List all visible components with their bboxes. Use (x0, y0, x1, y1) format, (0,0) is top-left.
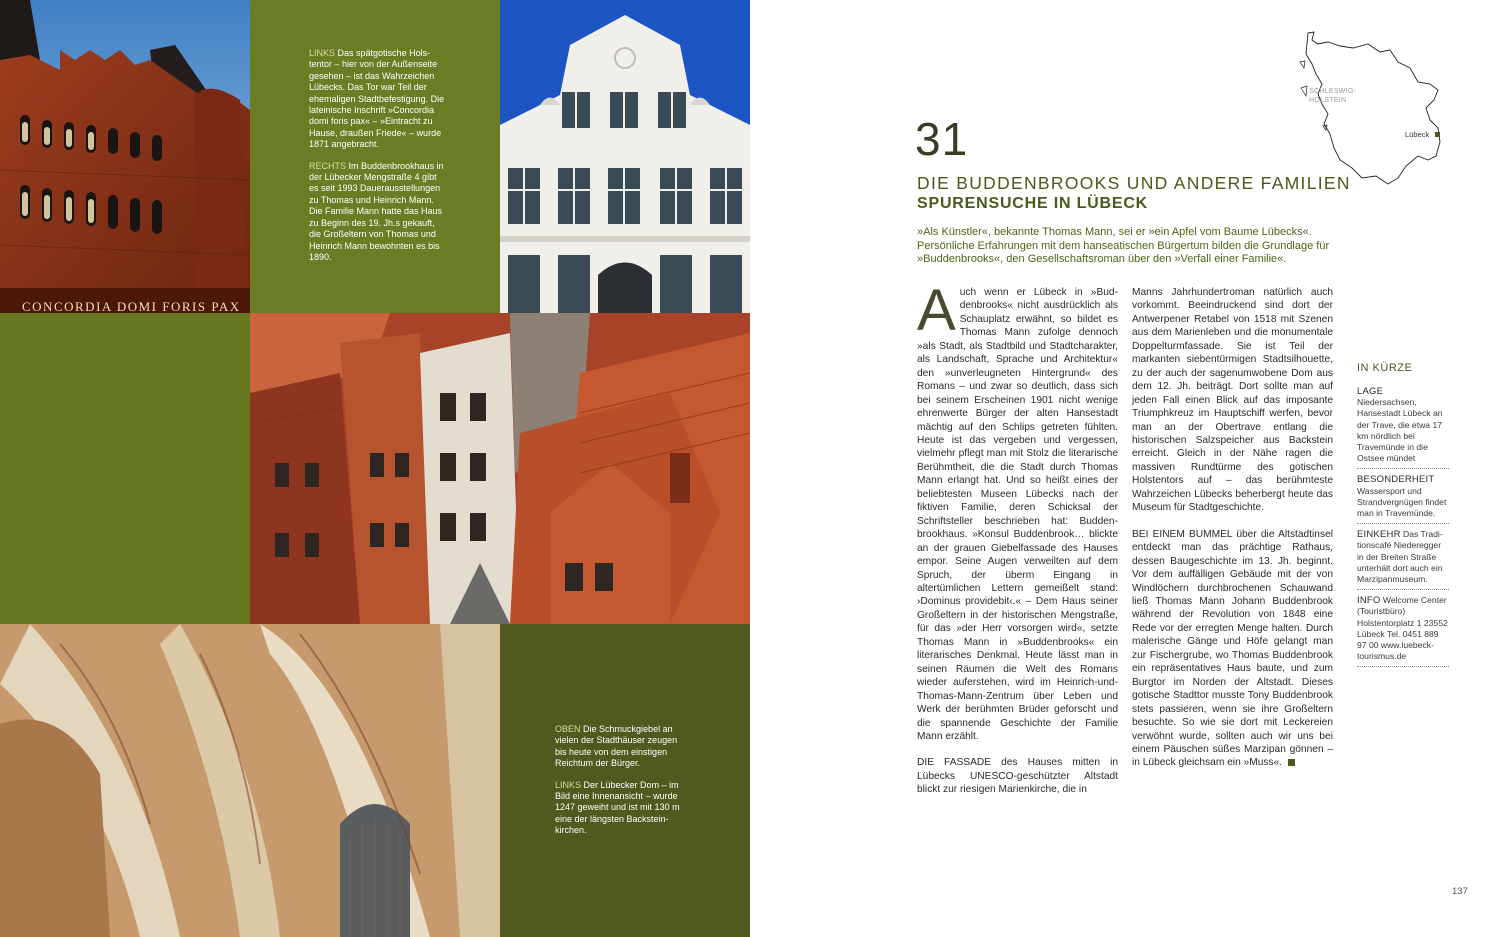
info-sidebar (1357, 362, 1449, 672)
chapter-title: DIE BUDDENBROOKS UND ANDERE FAMILIEN (917, 173, 1351, 193)
body-column-2 (1132, 286, 1333, 783)
end-mark-icon (1288, 759, 1295, 766)
sidebar-heading: IN KÜRZE (1357, 362, 1413, 374)
caption-bottom (555, 724, 690, 847)
body-column-1 (917, 278, 1118, 810)
inscription-text: CONCORDIA DOMI FORIS PAX (22, 299, 241, 313)
body-paragraph: Auch wenn er Lübeck in »Buddenbrooks« nicht ausdrücklich als Schauplatz erwähnt, so bildet es Thomas Mann zufolge dennoch »als Stadt, als Stadtbild und Stadtcharakter, als Landschaft, Sprache und Architektur« den »unverleugneten Hintergrund« des Romans – und zwar so deutlich, dass sich bei seinem Erscheinen 1901 nicht wenige ehrenwerte Bürger der alten Hansestadt mächtig auf den Schlips getreten fühlten. Heute ist das vergeben und vergessen, vielmehr pflegt man mit Stolz die literarische Berühmtheit, die die Stadt durch Thomas Mann erlangt hat. Und so heißt eines der beliebtesten Museen Lübecks nach der fiktiven Familie, deren Schicksal der Schriftsteller beschrieben hat: Buddenbrookhaus. »Konsul Buddenbrook… blickte an der grauen Giebelfassade des Hauses empor. Seine Augen verweilten auf dem Spruch, der überm Eingang in altertümlichen Lettern gemeißelt stand: ›Dominus providebit‹.« – Dem Haus seiner Großeltern in der historischen Mengstraße, für das »der Herr vorsorgen wird«, setzte Thomas Mann in »Buddenbrooks« ein literarisches Denkmal. Heute lässt man in seinen Räumen die Welt des Romans wieder auferstehen, wird im Heinrich-und-Thomas-Mann-Zentrum über Leben und Werk der berühmten Brüder geforscht und die spannende Geschichte der Familie Mann erzählt. (917, 278, 1118, 742)
sidebar-lage: LAGE Niedersachsen, Hansestadt Lübeck an der Trave, die etwa 17 km nördlich bei Travemünde in die Ostsee mündet (1357, 386, 1449, 469)
body-paragraph: DIE FASSADE des Hauses mitten in Lübecks UNESCO-geschützter Altstadt blickt zur riesigen Marienkirche, die in (917, 757, 1118, 796)
chapter-subtitle: SPURENSUCHE IN LÜBECK (917, 195, 1149, 212)
page-number: 137 (1452, 886, 1468, 897)
caption-top (309, 48, 447, 273)
schleswig-holstein-map-icon (1298, 28, 1488, 193)
sidebar-einkehr: EINKEHR Das Traditionscafé Niederegger in der Breiten Straße unterhält dort auch ein Marzipanmuseum. (1357, 529, 1449, 590)
body-paragraph: BEI EINEM BUMMEL über die Altstadtinsel entdeckt man das prächtige Rathaus, dessen Baugeschichte im 13. Jh. beginnt. Vor dem auffälligen Gebäude mit der von Windlöchern durchbrochenen Schauwand ließ Thomas Mann Johann Buddenbrook während der Revolution von 1848 eine Rede vor der erregten Menge halten. Durch malerische Gänge und Höfe gelangt man zur Fischergrube, wo Thomas Buddenbrook ein repräsentatives Haus baute, und zum Burgtor im Norden der Altstadt. Dieses gotische Stadttor musste Tony Buddenbrook stets passieren, wenn sie ihre Großeltern besuchte. So wie sie dort mit Leckereien verwöhnt wurde, sollten auch wir uns bei einem Päuschen süßes Marzipan gönnen – in Lübeck gleichsam ein »Muss«. (1132, 528, 1333, 769)
right-page (750, 0, 1500, 937)
lead-paragraph: »Als Künstler«, bekannte Thomas Mann, sei er »ein Apfel vom Baume Lübecks«. Persönliche Erfahrungen mit dem hanseatischen Bürgertum bilden die Grundlage für »Buddenbrooks«, den Gesellschaftsroman über den »Verfall einer Familie«. (917, 226, 1330, 266)
chapter-number: 31 (915, 113, 969, 165)
rooftops-photo (250, 313, 750, 624)
drop-cap: A (917, 278, 956, 343)
buddenbrookhaus-photo (500, 0, 750, 313)
caption-links-bottom: LINKS Der Lübecker Dom – im Bild eine Innenansicht – wurde 1247 geweiht und ist mit 130 m eine der längsten Backsteinkirchen. (555, 779, 680, 836)
caption-oben: OBEN Die Schmuckgiebel an vielen der Stadthäuser zeugen bis heute von dem einstigen Reichtum der Bürger. (555, 724, 678, 769)
map-city-label: Lübeck (1405, 130, 1430, 139)
sidebar-info: INFO Welcome Center (Touristbüro) Holstentorplatz 1 23552 Lübeck Tel. 0451 889 97 00 www.luebeck-tourismus.de (1357, 595, 1449, 667)
holstentor-photo (0, 0, 250, 313)
sidebar-besonderheit: BESONDERHEIT Wassersport und Strandvergnügen findet man in Travemünde. (1357, 474, 1449, 524)
caption-links-top: LINKS Das spätgotische Holstentor – hier von der Außenseite gesehen – ist das Wahrzeichen Lübecks. Das Tor war Teil der ehemaligen Stadtbefestigung. Die lateinische Inschrift »Concordia domi foris pax« – »Eintracht zu Hause, draußen Friede« – wurde 1871 angebracht. (309, 48, 445, 150)
caption-rechts: RECHTS Im Buddenbrookhaus in der Lübecker Mengstraße 4 gibt es seit 1993 Dauerausstellungen zu Thomas und Heinrich Mann. Die Familie Mann hatte das Haus zu Beginn des 19. Jh.s gekauft, die Großeltern von Thomas und Heinrich Mann bewohnten es bis 1890. (309, 160, 444, 262)
city-marker-icon (1435, 132, 1440, 137)
map-region-label: SCHLESWIG- HOLSTEIN (1309, 88, 1357, 104)
dom-interior-photo (0, 624, 500, 937)
green-panel-left (0, 313, 250, 624)
locator-map (1298, 28, 1488, 193)
body-paragraph: Manns Jahrhundertroman natürlich auch vorkommt. Beeindruckend sind dort der Antwerpener Retabel von 1518 mit Szenen aus dem Marienleben und die monumentale Doppelturmfassade. Sie ist Teil der markanten siebentürmigen Stadtsilhouette, zu der auch der sagenumwobene Dom aus dem 12. Jh. beiträgt. Dort sollte man auf jeden Fall einen Blick auf das imposante Triumphkreuz im Hauptschiff werfen, bevor man an der Obertrave entlang die historischen Salzspeicher aus Backstein erreicht. Gleich in der Nähe ragen die massiven Rundtürme des gotischen Holstentors auf – das berühmteste Wahrzeichen Lübecks beherbergt heute das Museum für Stadtgeschichte. (1132, 287, 1333, 514)
